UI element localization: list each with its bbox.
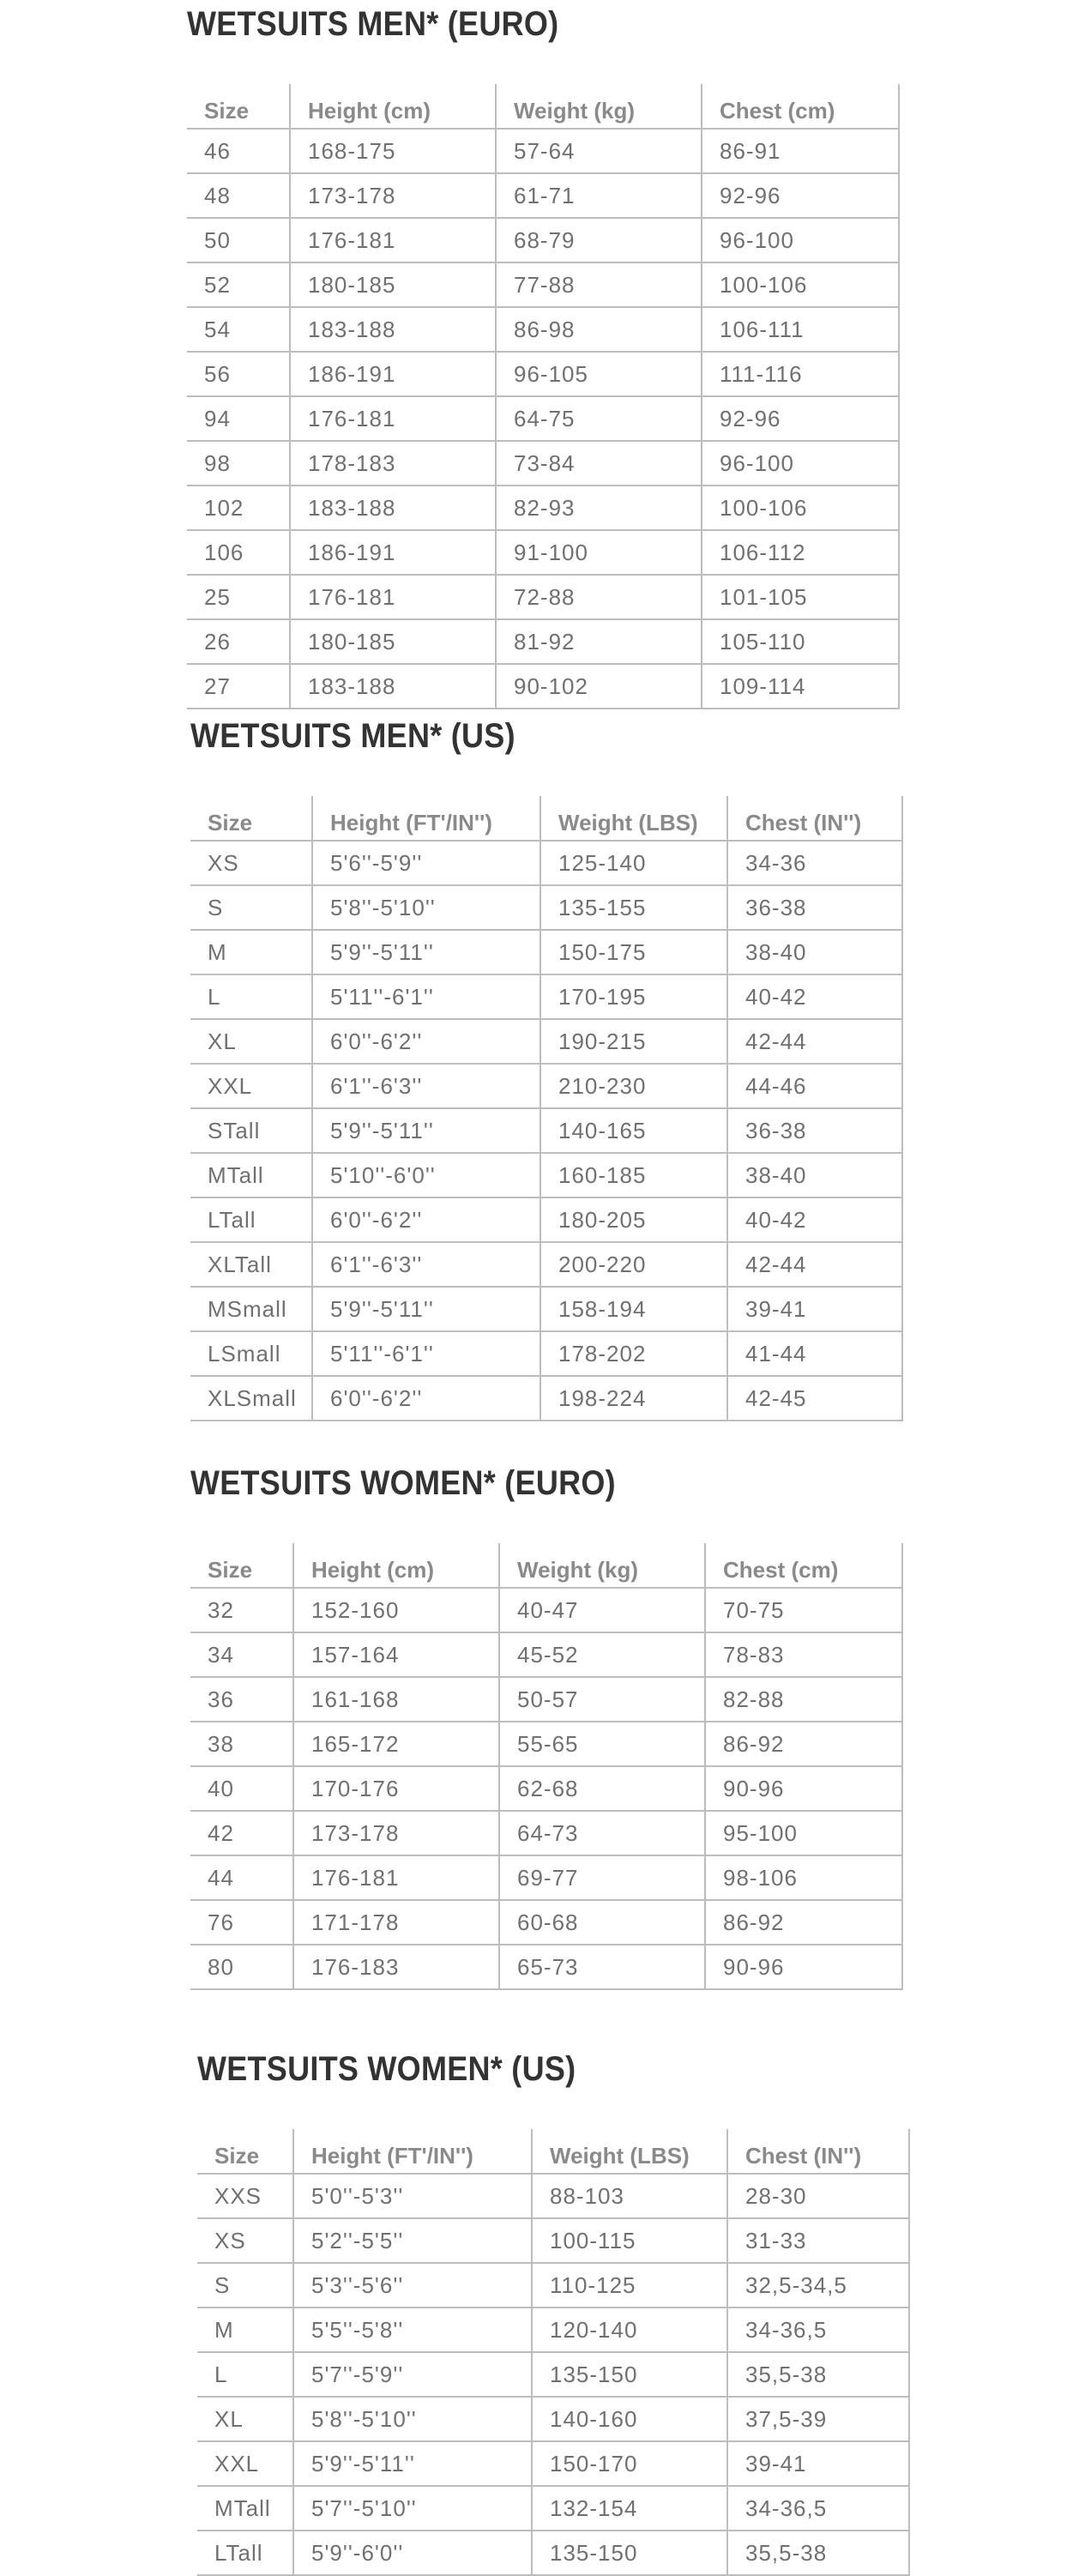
table-cell: 32,5-34,5 bbox=[727, 2263, 909, 2308]
table-row bbox=[187, 441, 899, 486]
table-cell: 5'8''-5'10'' bbox=[293, 2397, 532, 2441]
table-cell: 100-115 bbox=[532, 2218, 727, 2263]
table-cell: 60-68 bbox=[499, 1900, 705, 1945]
table-cell: 186-191 bbox=[290, 352, 496, 396]
table-cell: 50-57 bbox=[499, 1677, 705, 1722]
column-header: Weight (kg) bbox=[499, 1543, 705, 1588]
table-row bbox=[190, 885, 902, 930]
table-cell: 44-46 bbox=[727, 1064, 902, 1108]
table-row bbox=[190, 841, 902, 885]
table-cell: 173-178 bbox=[290, 173, 496, 218]
table-cell: 37,5-39 bbox=[727, 2397, 909, 2441]
table-cell: 36-38 bbox=[727, 1108, 902, 1153]
table-body bbox=[187, 129, 899, 709]
table-cell: 98-106 bbox=[705, 1855, 902, 1900]
table-cell: 77-88 bbox=[496, 262, 702, 307]
table-cell: 180-185 bbox=[290, 262, 496, 307]
table-row bbox=[190, 1331, 902, 1376]
table-cell: 6'1''-6'3'' bbox=[312, 1064, 540, 1108]
table-row bbox=[187, 664, 899, 709]
table-cell: S bbox=[190, 885, 312, 930]
table-cell: 96-105 bbox=[496, 352, 702, 396]
table-row bbox=[190, 1242, 902, 1287]
table-row bbox=[197, 2397, 909, 2441]
table-cell: 6'0''-6'2'' bbox=[312, 1019, 540, 1064]
table-row bbox=[190, 1855, 902, 1900]
column-header: Size bbox=[190, 1543, 293, 1588]
table-row bbox=[197, 2486, 909, 2531]
column-header: Chest (IN'') bbox=[727, 796, 902, 841]
table-cell: 158-194 bbox=[540, 1287, 727, 1331]
table-row bbox=[187, 396, 899, 441]
table-cell: 5'9''-5'11'' bbox=[293, 2441, 532, 2486]
table-cell: 120-140 bbox=[532, 2308, 727, 2352]
table-cell: LSmall bbox=[190, 1331, 312, 1376]
table-cell: 62-68 bbox=[499, 1766, 705, 1811]
table-cell: 140-165 bbox=[540, 1108, 727, 1153]
table-row bbox=[187, 129, 899, 173]
table-cell: 198-224 bbox=[540, 1376, 727, 1421]
table-cell: 106-112 bbox=[702, 530, 899, 575]
table-cell: 78-83 bbox=[705, 1632, 902, 1677]
table-cell: 150-170 bbox=[532, 2441, 727, 2486]
table-cell: 180-205 bbox=[540, 1198, 727, 1242]
table-cell: 176-181 bbox=[290, 575, 496, 619]
table-row bbox=[197, 2218, 909, 2263]
table-cell: 39-41 bbox=[727, 1287, 902, 1331]
table-cell: 46 bbox=[187, 129, 290, 173]
table-cell: 183-188 bbox=[290, 307, 496, 352]
table-cell: 135-155 bbox=[540, 885, 727, 930]
table-cell: XL bbox=[197, 2397, 293, 2441]
table-cell: 42-44 bbox=[727, 1019, 902, 1064]
size-table bbox=[197, 2129, 910, 2576]
table-cell: 5'9''-5'11'' bbox=[312, 1287, 540, 1331]
table-cell: 64-73 bbox=[499, 1811, 705, 1855]
column-header: Height (cm) bbox=[290, 84, 496, 129]
table-cell: 171-178 bbox=[293, 1900, 499, 1945]
table-cell: LTall bbox=[197, 2531, 293, 2575]
table-cell: 150-175 bbox=[540, 930, 727, 974]
table-cell: 86-92 bbox=[705, 1722, 902, 1766]
table-cell: 80 bbox=[190, 1945, 293, 1989]
table-cell: 34-36,5 bbox=[727, 2486, 909, 2531]
table-header-row bbox=[187, 84, 899, 129]
table-cell: S bbox=[197, 2263, 293, 2308]
table-cell: 32 bbox=[190, 1588, 293, 1632]
table-row bbox=[197, 2441, 909, 2486]
table-cell: 41-44 bbox=[727, 1331, 902, 1376]
column-header: Size bbox=[190, 796, 312, 841]
table-row bbox=[190, 1900, 902, 1945]
table-cell: 44 bbox=[190, 1855, 293, 1900]
table-cell: 140-160 bbox=[532, 2397, 727, 2441]
table-row bbox=[190, 1108, 902, 1153]
table-cell: 35,5-38 bbox=[727, 2531, 909, 2575]
table-row bbox=[190, 1153, 902, 1198]
table-cell: 135-150 bbox=[532, 2352, 727, 2397]
table-cell: MSmall bbox=[190, 1287, 312, 1331]
table-cell: LTall bbox=[190, 1198, 312, 1242]
table-body bbox=[190, 1588, 902, 1989]
section-title: WETSUITS WOMEN* (US) bbox=[197, 2050, 576, 2088]
column-header: Height (FT'/IN'') bbox=[312, 796, 540, 841]
table-cell: 170-195 bbox=[540, 974, 727, 1019]
column-header: Height (cm) bbox=[293, 1543, 499, 1588]
table-row bbox=[187, 575, 899, 619]
table-cell: 110-125 bbox=[532, 2263, 727, 2308]
table-cell: 68-79 bbox=[496, 218, 702, 262]
table-cell: 200-220 bbox=[540, 1242, 727, 1287]
table-row bbox=[190, 974, 902, 1019]
table-row bbox=[190, 930, 902, 974]
table-cell: L bbox=[197, 2352, 293, 2397]
table-cell: 5'0''-5'3'' bbox=[293, 2174, 532, 2218]
table-cell: 95-100 bbox=[705, 1811, 902, 1855]
table-cell: 6'0''-6'2'' bbox=[312, 1198, 540, 1242]
table-cell: 102 bbox=[187, 486, 290, 530]
table-row bbox=[187, 530, 899, 575]
table-cell: 176-181 bbox=[293, 1855, 499, 1900]
table-cell: 176-181 bbox=[290, 396, 496, 441]
table-row bbox=[197, 2263, 909, 2308]
table-row bbox=[190, 1198, 902, 1242]
table-cell: 55-65 bbox=[499, 1722, 705, 1766]
table-cell: 72-88 bbox=[496, 575, 702, 619]
table-cell: 82-93 bbox=[496, 486, 702, 530]
table-cell: 86-98 bbox=[496, 307, 702, 352]
table-row bbox=[187, 262, 899, 307]
table-row bbox=[190, 1945, 902, 1989]
table-row bbox=[190, 1766, 902, 1811]
table-cell: 28-30 bbox=[727, 2174, 909, 2218]
table-cell: 5'9''-5'11'' bbox=[312, 1108, 540, 1153]
table-cell: 42 bbox=[190, 1811, 293, 1855]
size-table bbox=[190, 796, 903, 1421]
table-cell: 86-91 bbox=[702, 129, 899, 173]
table-cell: STall bbox=[190, 1108, 312, 1153]
table-cell: 5'5''-5'8'' bbox=[293, 2308, 532, 2352]
table-row bbox=[197, 2352, 909, 2397]
table-cell: 6'0''-6'2'' bbox=[312, 1376, 540, 1421]
column-header: Chest (cm) bbox=[702, 84, 899, 129]
table-cell: 26 bbox=[187, 619, 290, 664]
table-cell: 36 bbox=[190, 1677, 293, 1722]
table-cell: 5'8''-5'10'' bbox=[312, 885, 540, 930]
table-row bbox=[190, 1376, 902, 1421]
table-header-row bbox=[197, 2129, 909, 2174]
table-cell: 5'11''-6'1'' bbox=[312, 974, 540, 1019]
table-cell: XXL bbox=[197, 2441, 293, 2486]
size-table bbox=[190, 1543, 903, 1990]
table-row bbox=[187, 218, 899, 262]
table-cell: 40-47 bbox=[499, 1588, 705, 1632]
table-cell: 38 bbox=[190, 1722, 293, 1766]
table-cell: 34-36 bbox=[727, 841, 902, 885]
table-cell: 81-92 bbox=[496, 619, 702, 664]
table-cell: 5'7''-5'9'' bbox=[293, 2352, 532, 2397]
table-cell: 45-52 bbox=[499, 1632, 705, 1677]
table-cell: MTall bbox=[190, 1153, 312, 1198]
table-cell: 31-33 bbox=[727, 2218, 909, 2263]
table-cell: 90-96 bbox=[705, 1945, 902, 1989]
table-cell: 40-42 bbox=[727, 1198, 902, 1242]
table-cell: 190-215 bbox=[540, 1019, 727, 1064]
table-cell: 173-178 bbox=[293, 1811, 499, 1855]
table-cell: 61-71 bbox=[496, 173, 702, 218]
table-cell: 69-77 bbox=[499, 1855, 705, 1900]
column-header: Weight (kg) bbox=[496, 84, 702, 129]
table-cell: 39-41 bbox=[727, 2441, 909, 2486]
table-cell: 178-202 bbox=[540, 1331, 727, 1376]
table-cell: 76 bbox=[190, 1900, 293, 1945]
table-cell: 50 bbox=[187, 218, 290, 262]
section-title: WETSUITS WOMEN* (EURO) bbox=[190, 1464, 616, 1502]
table-row bbox=[190, 1019, 902, 1064]
table-cell: 94 bbox=[187, 396, 290, 441]
table-cell: M bbox=[197, 2308, 293, 2352]
section-title: WETSUITS MEN* (US) bbox=[190, 717, 515, 755]
table-cell: 56 bbox=[187, 352, 290, 396]
table-cell: 90-96 bbox=[705, 1766, 902, 1811]
table-header-row bbox=[190, 796, 902, 841]
table-cell: 40 bbox=[190, 1766, 293, 1811]
table-cell: 106 bbox=[187, 530, 290, 575]
table-row bbox=[187, 352, 899, 396]
table-cell: 27 bbox=[187, 664, 290, 709]
column-header: Size bbox=[187, 84, 290, 129]
table-cell: XXS bbox=[197, 2174, 293, 2218]
table-cell: XS bbox=[197, 2218, 293, 2263]
table-cell: 132-154 bbox=[532, 2486, 727, 2531]
table-cell: MTall bbox=[197, 2486, 293, 2531]
table-body bbox=[197, 2174, 909, 2575]
column-header: Height (FT'/IN'') bbox=[293, 2129, 532, 2174]
section-title: WETSUITS MEN* (EURO) bbox=[187, 5, 559, 43]
table-cell: 34 bbox=[190, 1632, 293, 1677]
table-row bbox=[187, 486, 899, 530]
table-cell: 109-114 bbox=[702, 664, 899, 709]
table-header-row bbox=[190, 1543, 902, 1588]
column-header: Weight (LBS) bbox=[540, 796, 727, 841]
table-cell: 64-75 bbox=[496, 396, 702, 441]
table-row bbox=[197, 2531, 909, 2575]
table-cell: XXL bbox=[190, 1064, 312, 1108]
table-cell: 111-116 bbox=[702, 352, 899, 396]
table-cell: 180-185 bbox=[290, 619, 496, 664]
table-cell: 100-106 bbox=[702, 262, 899, 307]
table-cell: 5'10''-6'0'' bbox=[312, 1153, 540, 1198]
table-cell: 54 bbox=[187, 307, 290, 352]
table-cell: 73-84 bbox=[496, 441, 702, 486]
table-cell: 210-230 bbox=[540, 1064, 727, 1108]
table-row bbox=[197, 2174, 909, 2218]
table-row bbox=[190, 1064, 902, 1108]
table-cell: 96-100 bbox=[702, 441, 899, 486]
table-row bbox=[190, 1632, 902, 1677]
table-row bbox=[190, 1811, 902, 1855]
table-row bbox=[190, 1588, 902, 1632]
table-cell: 101-105 bbox=[702, 575, 899, 619]
table-cell: 25 bbox=[187, 575, 290, 619]
table-cell: 5'6''-5'9'' bbox=[312, 841, 540, 885]
table-cell: 57-64 bbox=[496, 129, 702, 173]
table-cell: 5'9''-5'11'' bbox=[312, 930, 540, 974]
table-cell: 90-102 bbox=[496, 664, 702, 709]
table-cell: XL bbox=[190, 1019, 312, 1064]
column-header: Size bbox=[197, 2129, 293, 2174]
table-cell: 91-100 bbox=[496, 530, 702, 575]
table-cell: 40-42 bbox=[727, 974, 902, 1019]
table-cell: 152-160 bbox=[293, 1588, 499, 1632]
table-row bbox=[187, 173, 899, 218]
table-cell: L bbox=[190, 974, 312, 1019]
table-cell: 176-183 bbox=[293, 1945, 499, 1989]
column-header: Chest (IN'') bbox=[727, 2129, 909, 2174]
table-cell: 96-100 bbox=[702, 218, 899, 262]
table-cell: 70-75 bbox=[705, 1588, 902, 1632]
table-cell: 38-40 bbox=[727, 930, 902, 974]
table-row bbox=[187, 307, 899, 352]
table-cell: 5'11''-6'1'' bbox=[312, 1331, 540, 1376]
table-cell: 183-188 bbox=[290, 664, 496, 709]
table-cell: XLSmall bbox=[190, 1376, 312, 1421]
table-cell: 5'2''-5'5'' bbox=[293, 2218, 532, 2263]
table-row bbox=[197, 2308, 909, 2352]
table-cell: 168-175 bbox=[290, 129, 496, 173]
table-cell: 92-96 bbox=[702, 173, 899, 218]
table-cell: 42-45 bbox=[727, 1376, 902, 1421]
table-cell: 92-96 bbox=[702, 396, 899, 441]
table-body bbox=[190, 841, 902, 1421]
table-cell: 35,5-38 bbox=[727, 2352, 909, 2397]
table-cell: 125-140 bbox=[540, 841, 727, 885]
table-cell: 165-172 bbox=[293, 1722, 499, 1766]
table-cell: 5'7''-5'10'' bbox=[293, 2486, 532, 2531]
table-cell: 176-181 bbox=[290, 218, 496, 262]
table-cell: 106-111 bbox=[702, 307, 899, 352]
table-cell: 52 bbox=[187, 262, 290, 307]
table-row bbox=[187, 619, 899, 664]
table-cell: 100-106 bbox=[702, 486, 899, 530]
table-row bbox=[190, 1722, 902, 1766]
table-cell: 5'9''-6'0'' bbox=[293, 2531, 532, 2575]
table-cell: 186-191 bbox=[290, 530, 496, 575]
table-cell: M bbox=[190, 930, 312, 974]
table-cell: 5'3''-5'6'' bbox=[293, 2263, 532, 2308]
column-header: Weight (LBS) bbox=[532, 2129, 727, 2174]
table-cell: 48 bbox=[187, 173, 290, 218]
table-cell: 82-88 bbox=[705, 1677, 902, 1722]
table-cell: XLTall bbox=[190, 1242, 312, 1287]
table-row bbox=[190, 1287, 902, 1331]
column-header: Chest (cm) bbox=[705, 1543, 902, 1588]
table-cell: 38-40 bbox=[727, 1153, 902, 1198]
table-cell: 161-168 bbox=[293, 1677, 499, 1722]
table-cell: 86-92 bbox=[705, 1900, 902, 1945]
table-cell: 170-176 bbox=[293, 1766, 499, 1811]
table-cell: 6'1''-6'3'' bbox=[312, 1242, 540, 1287]
size-table bbox=[187, 84, 900, 709]
table-cell: 34-36,5 bbox=[727, 2308, 909, 2352]
table-cell: 42-44 bbox=[727, 1242, 902, 1287]
table-cell: 65-73 bbox=[499, 1945, 705, 1989]
table-cell: 183-188 bbox=[290, 486, 496, 530]
table-cell: 157-164 bbox=[293, 1632, 499, 1677]
table-cell: 36-38 bbox=[727, 885, 902, 930]
table-cell: XS bbox=[190, 841, 312, 885]
table-cell: 105-110 bbox=[702, 619, 899, 664]
table-cell: 160-185 bbox=[540, 1153, 727, 1198]
table-cell: 88-103 bbox=[532, 2174, 727, 2218]
table-row bbox=[190, 1677, 902, 1722]
table-cell: 178-183 bbox=[290, 441, 496, 486]
table-cell: 98 bbox=[187, 441, 290, 486]
table-cell: 135-150 bbox=[532, 2531, 727, 2575]
